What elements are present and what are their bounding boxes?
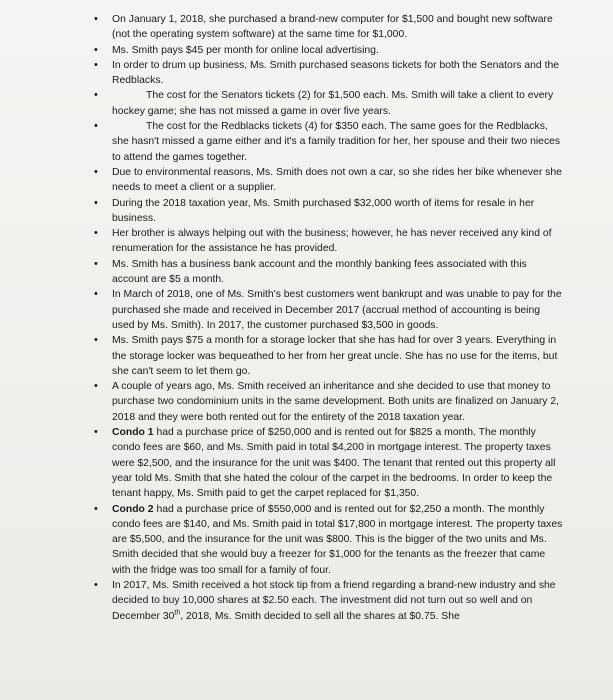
- list-item: [94, 578, 564, 624]
- item-text: A couple of years ago, Ms. Smith received an inheritance and she decided to use that money to purchase two condominium units in the same development. Both units are finalized on January 2, 2018 and they were both rented out for the entirety of the 2018 taxation year.: [112, 381, 560, 423]
- list-item-condo-2: [94, 502, 564, 578]
- bullet-icon: •: [94, 288, 98, 301]
- item-text: On January 1, 2018, she purchased a brand-new computer for $1,500 and bought new software (not the operating system software) at the same time for $1,000.: [112, 14, 553, 41]
- item-text: In March of 2018, one of Ms. Smith's best customers went bankrupt and was unable to pay for the purchased she made and received in December 2017 (accrual method of accounting is being used by Ms. Smith). In 2017, the customer purchased $3,500 in goods.: [112, 289, 562, 331]
- bullet-icon: •: [94, 257, 98, 270]
- list-item: [94, 165, 564, 196]
- item-text: Ms. Smith pays $45 per month for online local advertising.: [112, 44, 379, 56]
- item-text: During the 2018 taxation year, Ms. Smith purchased $32,000 worth of items for resale in her business.: [112, 197, 535, 224]
- bullet-icon: •: [94, 196, 98, 209]
- list-item: [94, 88, 564, 119]
- list-item: [94, 119, 564, 165]
- bullet-icon: •: [94, 13, 98, 25]
- item-text: Ms. Smith has a business bank account and the monthly banking fees associated with this account are $5 a month.: [112, 258, 527, 286]
- list-item: [94, 333, 564, 379]
- item-text: Due to environmental reasons, Ms. Smith does not own a car, so she rides her bike whenever she needs to meet a client or a supplier.: [112, 166, 562, 194]
- bullet-icon: •: [94, 578, 98, 591]
- bullet-icon: •: [94, 43, 98, 56]
- list-item-condo-1: [94, 425, 564, 501]
- item-text: In order to drum up business, Ms. Smith purchased seasons tickets for both the Senators and the Redblacks.: [112, 59, 560, 87]
- list-item: [94, 287, 564, 333]
- bullet-icon: •: [94, 334, 98, 347]
- item-text: [112, 427, 555, 499]
- list-item: [94, 379, 564, 425]
- item-text: Her brother is always helping out with the business; however, he has never received any kind of renumeration for the assistance he has provided.: [112, 228, 552, 255]
- list-item: [94, 196, 564, 227]
- condo-2-label: Condo 2: [112, 503, 154, 515]
- ordinal-suffix: th: [174, 609, 181, 617]
- bullet-icon: •: [94, 227, 98, 240]
- list-item: [94, 257, 564, 288]
- list-item: [94, 43, 564, 58]
- bullet-icon: •: [94, 426, 98, 439]
- list-item: [94, 58, 564, 89]
- bullet-icon: •: [94, 58, 98, 71]
- bullet-icon: •: [94, 502, 98, 515]
- item-text: The cost for the Senators tickets (2) for $1,500 each. Ms. Smith will take a client to every hockey game; she has not missed a game in over five years.: [112, 90, 554, 117]
- condo-1-label: Condo 1: [112, 427, 154, 439]
- item-text: Ms. Smith pays $75 a month for a storage locker that she has had for over 3 years. Everything in the storage locker was bequeathed to her from her great uncle. She has no use for the items, but she can't seem to let them go.: [112, 335, 558, 377]
- bullet-list: [94, 12, 564, 624]
- bullet-icon: •: [94, 89, 98, 102]
- item-text: The cost for the Redblacks tickets (4) for $350 each. The same goes for the Redblacks, she hasn't missed a game either and it's a family tradition for her, her spouse and their two nieces to attend the games together.: [112, 121, 561, 163]
- list-item: [94, 12, 564, 43]
- item-text: [112, 504, 562, 576]
- bullet-icon: •: [94, 380, 98, 393]
- stock-text-cont: , 2018, Ms. Smith decided to sell all the shares at $0.75. She: [180, 610, 460, 622]
- stock-text: In 2017, Ms. Smith received a hot stock tip from a friend regarding a brand-new industry and she decided to buy 10,000 shares at $2.50 each. The investment did not turn out so well and on December 30: [112, 579, 556, 622]
- item-text: [112, 580, 556, 622]
- condo-1-text: had a purchase price of $250,000 and is rented out for $825 a month. The monthly condo fees are $60, and Ms. Smith paid in total $4,200 in mortgage interest. The property taxes were $2,500, and the insurance for the unit was $400. The tenant that rented out this property all year told Ms. Smith that she hated the colour of the carpet in the bedrooms. In order to keep the tenant happy, Ms. Smith paid to get the carpet replaced for $1,350.: [112, 427, 556, 500]
- bullet-icon: •: [94, 165, 98, 178]
- list-item: [94, 226, 564, 257]
- condo-2-text: had a purchase price of $550,000 and is rented out for $2,250 a month. The monthly condo fees are $140, and Ms. Smith paid in total $17,800 in mortgage interest. The property taxes are $5,500, and the insurance for the unit was $800. This is the bigger of the two units and Ms. Smith decided that she would buy a freezer for $1,000 for the tenants as the freezer that came with the fridge was too small for a family of four.: [112, 503, 563, 576]
- bullet-icon: •: [94, 120, 98, 133]
